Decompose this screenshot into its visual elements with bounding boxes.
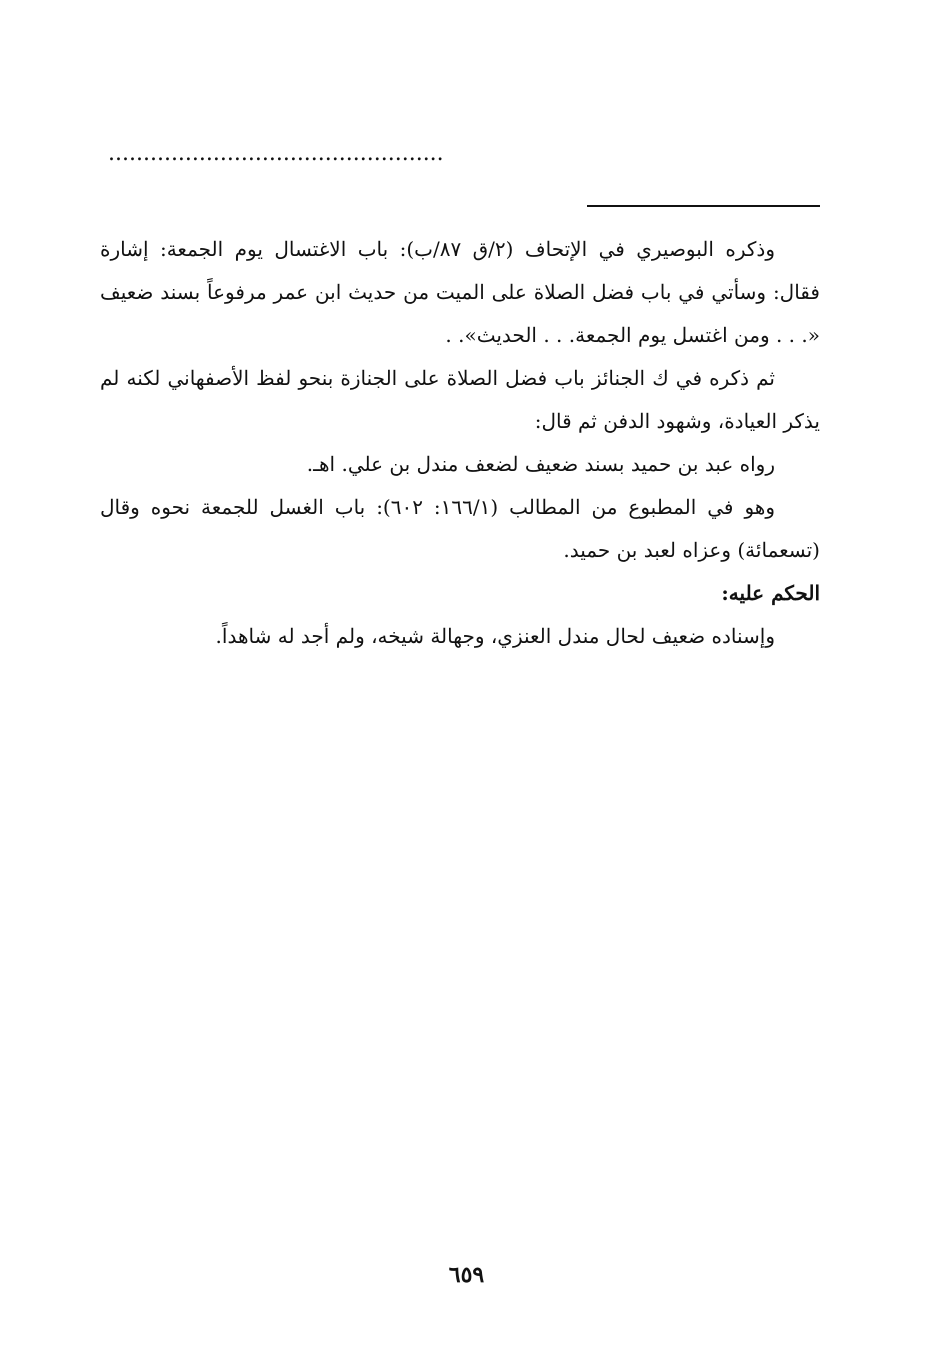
main-text — [100, 228, 820, 658]
paragraph-ithaf: وذكره البوصيري في الإتحاف (٢/ق ٨٧/ب): باب الاغتسال يوم الجمعة: إشارة فقال: وسأتي في باب فضل الصلاة على الميت من حديث ابن عمر مرفوعاً بسند ضعيف «. . . ومن اغتسل يوم الجمعة. . . الحديث». . — [100, 237, 820, 347]
paragraph-janaiz: ثم ذكره في ك الجنائز باب فضل الصلاة على الجنازة بنحو لفظ الأصفهاني لكنه لم يذكر العيادة، وشهود الدفن ثم قال: — [100, 366, 820, 433]
footnote-rule — [587, 205, 820, 207]
page-number: ٦٥٩ — [448, 1262, 485, 1288]
ruling-text: وإسناده ضعيف لحال مندل العنزي، وجهالة شيخه، ولم أجد له شاهداً. — [215, 624, 775, 648]
ruling-heading: الحكم عليه: — [721, 581, 820, 605]
paragraph-matalib: وهو في المطبوع من المطالب (١٦٦/١: ٦٠٢): باب الغسل للجمعة نحوه وقال (تسعمائة) وعزاه لعبد بن حميد. — [100, 495, 820, 562]
dotted-separator: ................................................ — [108, 143, 444, 165]
paragraph-abd-bin-humaid: رواه عبد بن حميد بسند ضعيف لضعف مندل بن علي. اهـ. — [306, 452, 775, 476]
